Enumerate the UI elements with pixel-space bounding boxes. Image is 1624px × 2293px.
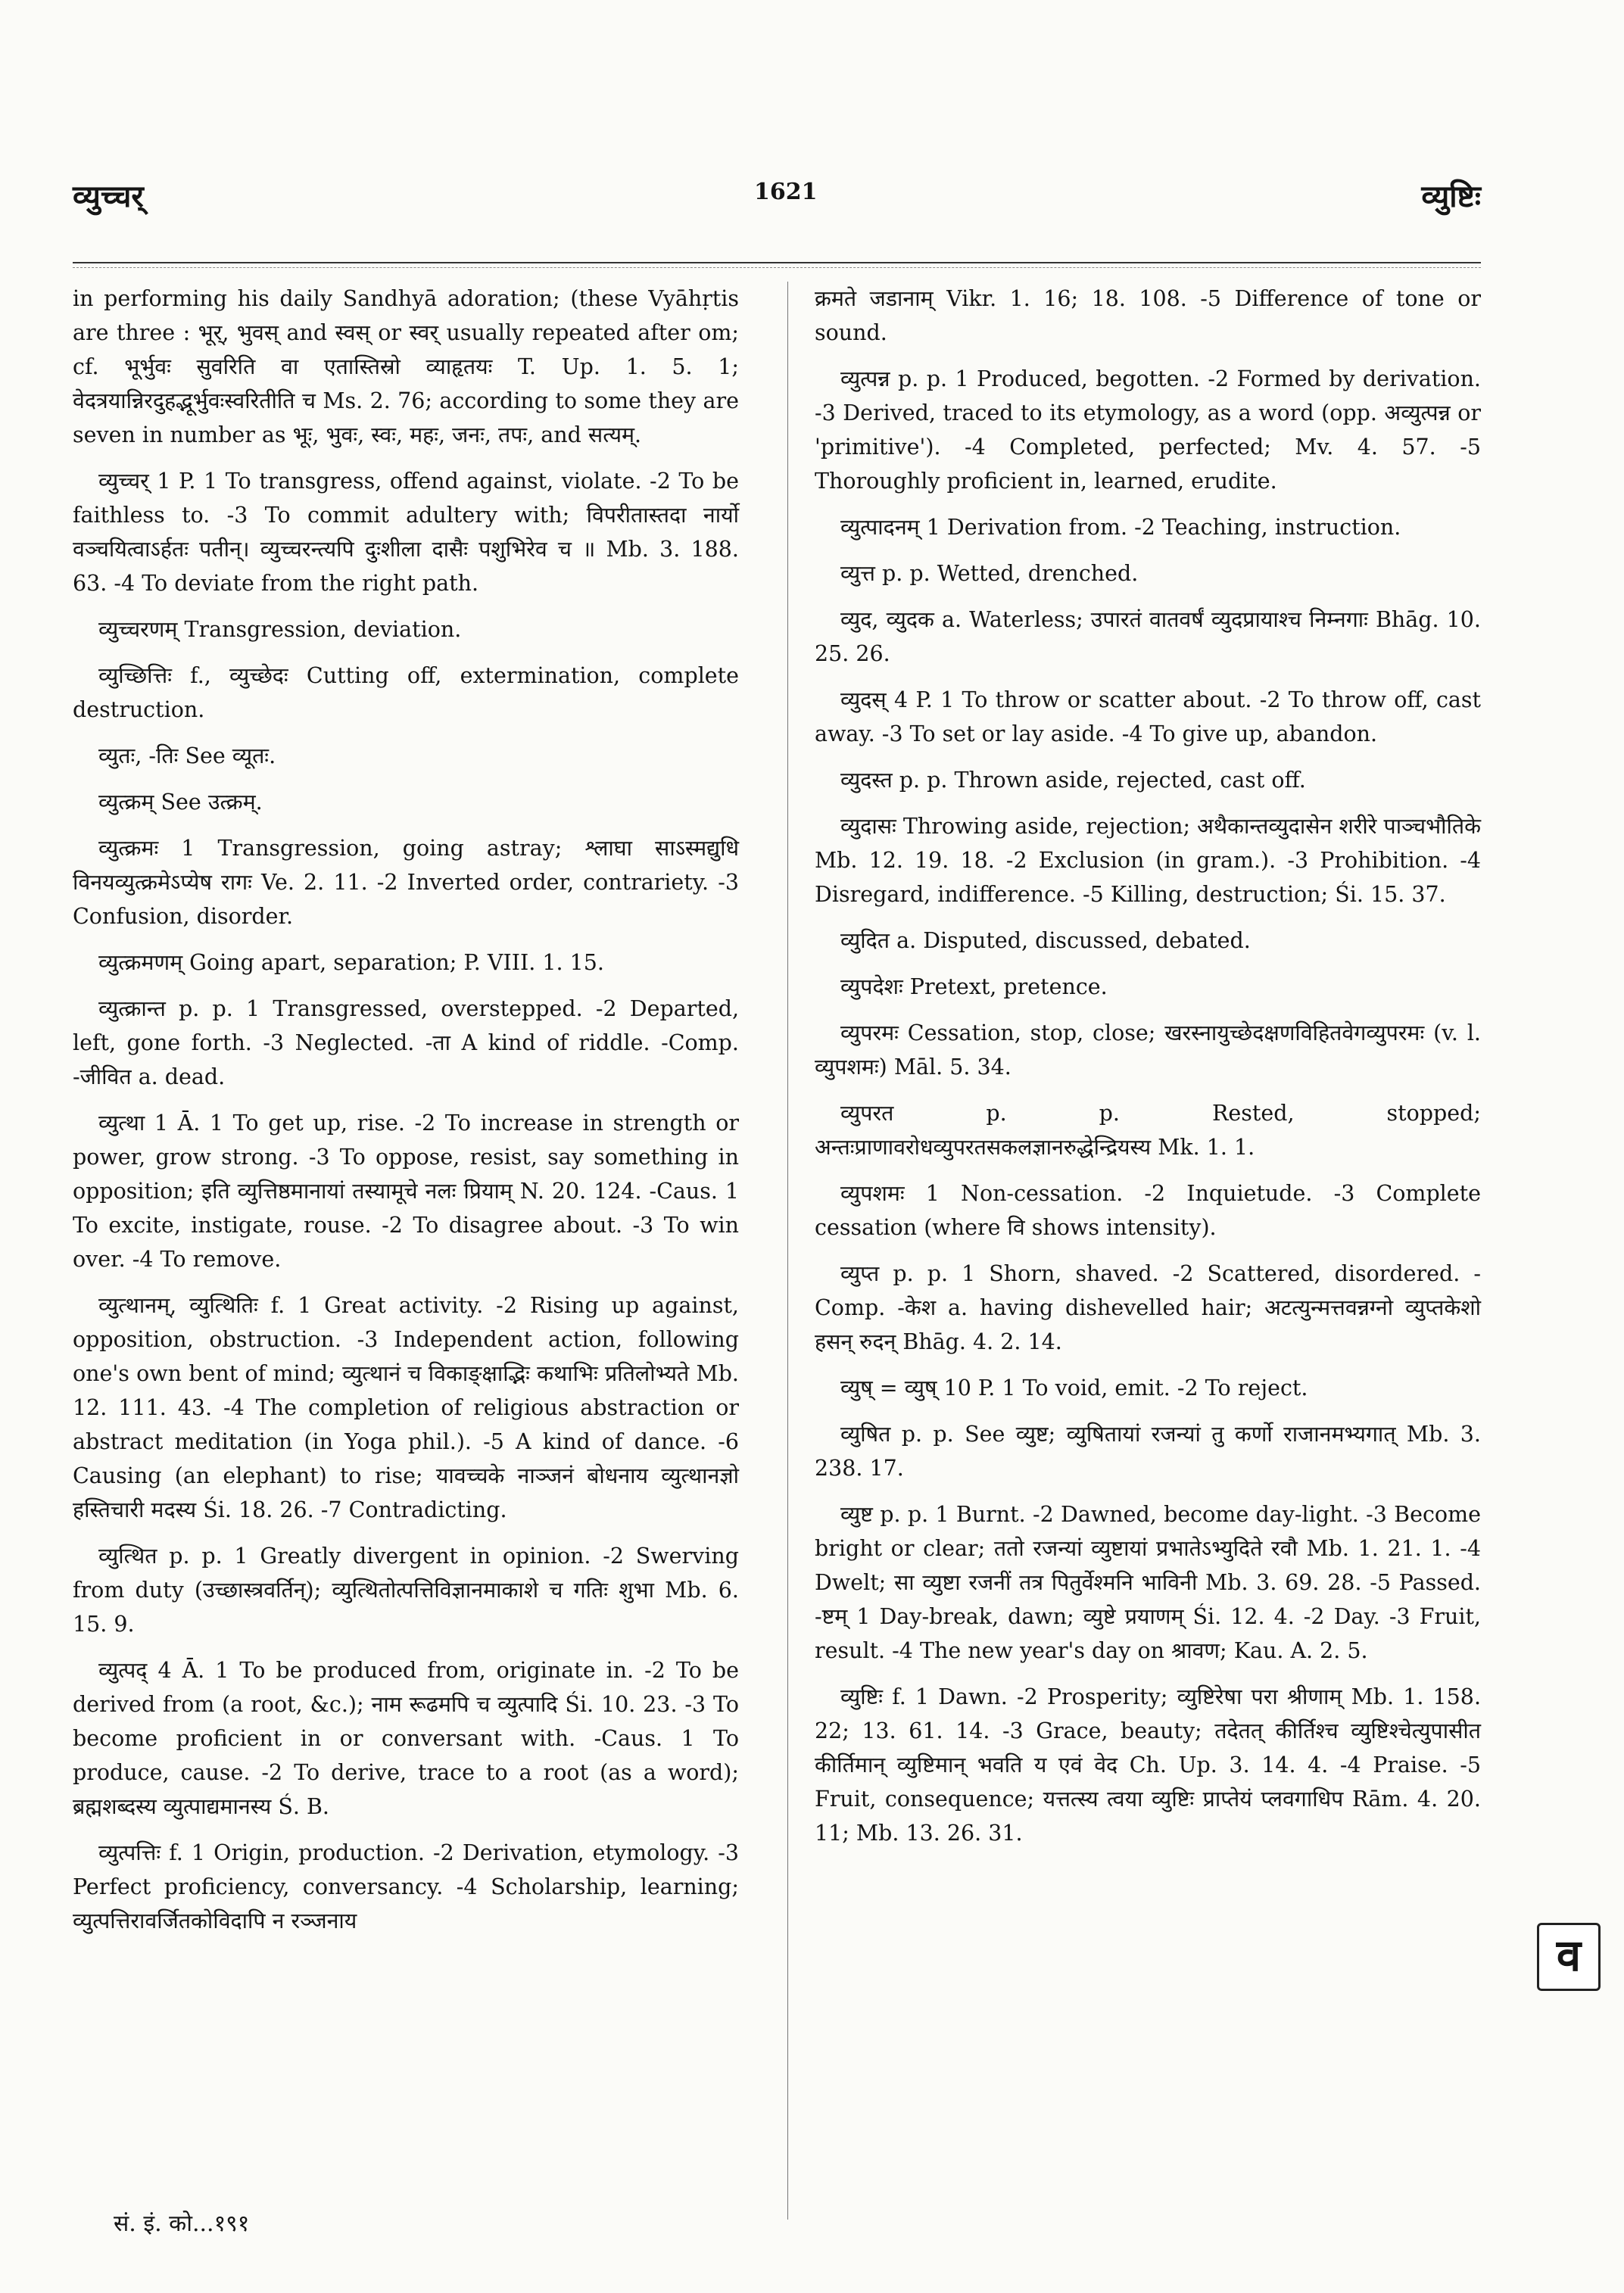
dictionary-entry: व्युत्पत्तिः f. 1 Origin, production. -2 Derivation, etymology. -3 Perfect proficiency, conversancy. -4 Scholarship, learning; व्युत्पत्तिरावर्जितकोविदापि न रञ्जनाय [73, 1840, 739, 1933]
dictionary-entry: व्युच्चरणम् Transgression, deviation. [98, 617, 462, 642]
thumb-index-tab: व [1537, 1923, 1601, 1991]
dictionary-entry: व्युत्क्रान्त p. p. 1 Transgressed, overstepped. -2 Departed, left, gone forth. -3 Neglected. -ता A kind of riddle. -Comp. -जीवित a. dead. [73, 996, 739, 1089]
dictionary-entry: व्युदित a. Disputed, discussed, debated. [840, 928, 1251, 953]
dictionary-entry: व्युदस्त p. p. Thrown aside, rejected, cast off. [840, 768, 1306, 793]
dictionary-entry: व्युपदेशः Pretext, pretence. [840, 974, 1108, 999]
dictionary-entry: व्युदासः Throwing aside, rejection; अथैकान्तव्युदासेन शरीरे पाञ्चभौतिके Mb. 12. 19. 18. -2 Exclusion (in gram.). -3 Prohibition. -4 Disregard, indifference. -5 Killing, destruction; Śi. 15. 37. [815, 814, 1481, 907]
right-column [815, 282, 1481, 1862]
dictionary-entry: in performing his daily Sandhyā adoration; (these Vyāhṛtis are three : भूर्, भुवस् and स्वस् or स्वर् usually repeated after om; cf. भूर्भुवः सुवरिति वा एतास्तिस्रो व्याहृतयः T. Up. 1. 5. 1; वेदत्रयान्निरदुहद्भूर्भुवःस्वरितीति च Ms. 2. 76; according to some they are seven in number as भूः, भुवः, स्वः, महः, जनः, तपः, and सत्यम्. [73, 286, 739, 447]
signature-mark: सं. इं. को...१९१ [114, 2210, 250, 2237]
dictionary-entry: व्युत्क्रमः 1 Transgression, going astray; श्लाघा साऽस्मद्युधि विनयव्युत्क्रमेऽप्येष रागः Ve. 2. 11. -2 Inverted order, contrariety. -3 Confusion, disorder. [73, 836, 739, 929]
dictionary-entry: व्युत्थानम्, व्युत्थितिः f. 1 Great activity. -2 Rising up against, opposition, obstruction. -3 Independent action, following one's own bent of mind; व्युत्थानं च विकाङ्क्षाद्भिः कथाभिः प्रतिलोभ्यते Mb. 12. 111. 43. -4 The completion of religious abstraction or abstract meditation (in Yoga phil.). -5 A kind of dance. -6 Causing (an elephant) to rise; यावच्चके नाञ्जनं बोधनाय व्युत्थानज्ञो हस्तिचारी मदस्य Śi. 18. 26. -7 Contradicting. [73, 1293, 739, 1522]
dictionary-entry: व्युत्पादनम् 1 Derivation from. -2 Teaching, instruction. [840, 515, 1401, 540]
dictionary-entry: व्युतः, -तिः See व्यूतः. [98, 743, 276, 768]
dictionary-entry: व्युषित p. p. See व्युष्ट; व्युषितायां रजन्यां तु कर्णो राजानमभ्यगात् Mb. 3. 238. 17. [815, 1422, 1481, 1481]
dictionary-entry: व्युत्थित p. p. 1 Greatly divergent in opinion. -2 Swerving from duty (उच्छास्त्रवर्तिन्); व्युत्थितोत्पत्तिविज्ञानमाकाशे च गतिः शुभा Mb. 6. 15. 9. [73, 1544, 739, 1637]
dictionary-entry: व्युप्त p. p. 1 Shorn, shaved. -2 Scattered, disordered. -Comp. -केश a. having dishevelled hair; अटत्युन्मत्तवन्नग्नो व्युप्तकेशो हसन् रुदन् Bhāg. 4. 2. 14. [815, 1261, 1481, 1354]
dictionary-entry: व्युत्पन्न p. p. 1 Produced, begotten. -2 Formed by derivation. -3 Derived, traced to its etymology, as a word (opp. अव्युत्पन्न or 'primitive'). -4 Completed, perfected; Mv. 4. 57. -5 Thoroughly proficient in, learned, erudite. [815, 366, 1481, 494]
page-number: 1621 [754, 179, 818, 205]
dictionary-entry: व्युष्टिः f. 1 Dawn. -2 Prosperity; व्युष्टिरेषा परा श्रीणाम् Mb. 1. 158. 22; 13. 61. 14. -3 Grace, beauty; तदेतत् कीर्तिश्च व्युष्टिश्चेत्युपासीत कीर्तिमान् व्युष्टिमान् भवति य एवं वेद Ch. Up. 3. 14. 4. -4 Praise. -5 Fruit, consequence; यत्तत्स्य त्वया व्युष्टिः प्राप्तेयं प्लवगाधिप Rām. 4. 20. 11; Mb. 13. 26. 31. [815, 1684, 1481, 1846]
dictionary-entry: व्युदस् 4 P. 1 To throw or scatter about. -2 To throw off, cast away. -3 To set or lay aside. -4 To give up, abandon. [815, 687, 1481, 746]
left-column [73, 282, 739, 1950]
dictionary-entry: व्युत्क्रम् See उत्क्रम्. [98, 790, 263, 815]
dictionary-entry: व्युच्चर् 1 P. 1 To transgress, offend against, violate. -2 To be faithless to. -3 To commit adultery with; विपरीतास्तदा नार्यो वञ्चयित्वाऽर्हतः पतीन्। व्युच्चरन्त्यपि दुःशीला दासैः पशुभिरेव च ॥ Mb. 3. 188. 63. -4 To deviate from the right path. [73, 469, 739, 596]
dictionary-entry: व्युपरत p. p. Rested, stopped; अन्तःप्राणावरोधव्युपरतसकलज्ञानरुद्धेन्द्रियस्य Mk. 1. 1. [815, 1101, 1481, 1160]
dictionary-entry: व्युपशमः 1 Non-cessation. -2 Inquietude. -3 Complete cessation (where वि shows intensity). [815, 1181, 1481, 1240]
page-header [73, 174, 1481, 227]
dictionary-entry: व्युपरमः Cessation, stop, close; खरस्नायुच्छेदक्षणविहितवेगव्युपरमः (v. l. व्युपशमः) Māl. 5. 34. [815, 1020, 1481, 1080]
dictionary-entry: व्युद, व्युदक a. Waterless; उपारतं वातवर्षं व्युदप्रायाश्च निम्नगाः Bhāg. 10. 25. 26. [815, 607, 1481, 666]
header-dashed-rule [73, 267, 1481, 268]
dictionary-entry: व्युत्पद् 4 Ā. 1 To be produced from, originate in. -2 To be derived from (a root, &c.); नाम रूढमपि च व्युत्पादि Śi. 10. 23. -3 To become proficient in or conversant with. -Caus. 1 To produce, cause. -2 To derive, trace to a root (as a word); ब्रह्मशब्दस्य व्युत्पाद्यमानस्य Ś. B. [73, 1658, 739, 1819]
right-running-headword: व्युष्टिः [1421, 179, 1481, 214]
dictionary-entry: क्रमते जडानाम् Vikr. 1. 16; 18. 108. -5 Difference of tone or sound. [815, 286, 1481, 345]
dictionary-entry: व्युष् = व्युष् 10 P. 1 To void, emit. -2 To reject. [840, 1375, 1308, 1400]
left-running-headword: व्युच्चर् [73, 179, 144, 214]
dictionary-entry: व्युष्ट p. p. 1 Burnt. -2 Dawned, become day-light. -3 Become bright or clear; ततो रजन्यां व्युष्टायां प्रभातेऽभ्युदिते रवौ Mb. 1. 21. 1. -4 Dwelt; सा व्युष्टा रजनीं तत्र पितुर्वेश्मनि भाविनी Mb. 3. 69. 28. -5 Passed. -ष्टम् 1 Day-break, dawn; व्युष्टे प्रयाणम् Śi. 12. 4. -2 Day. -3 Fruit, result. -4 The new year's day on श्रावण; Kau. A. 2. 5. [815, 1502, 1481, 1663]
dictionary-entry: व्युत्था 1 Ā. 1 To get up, rise. -2 To increase in strength or power, grow strong. -3 To oppose, resist, say something in opposition; इति व्युत्तिष्ठमानायां तस्यामूचे नलः प्रियाम् N. 20. 124. -Caus. 1 To excite, instigate, rouse. -2 To disagree about. -3 To win over. -4 To remove. [73, 1111, 739, 1272]
dictionary-entry: व्युत्त p. p. Wetted, drenched. [840, 561, 1139, 586]
dictionary-entry: व्युत्क्रमणम् Going apart, separation; P. VIII. 1. 15. [98, 950, 604, 975]
column-divider [787, 282, 788, 2220]
header-rule [73, 262, 1481, 263]
dictionary-entry: व्युच्छित्तिः f., व्युच्छेदः Cutting off, extermination, complete destruction. [73, 663, 739, 722]
